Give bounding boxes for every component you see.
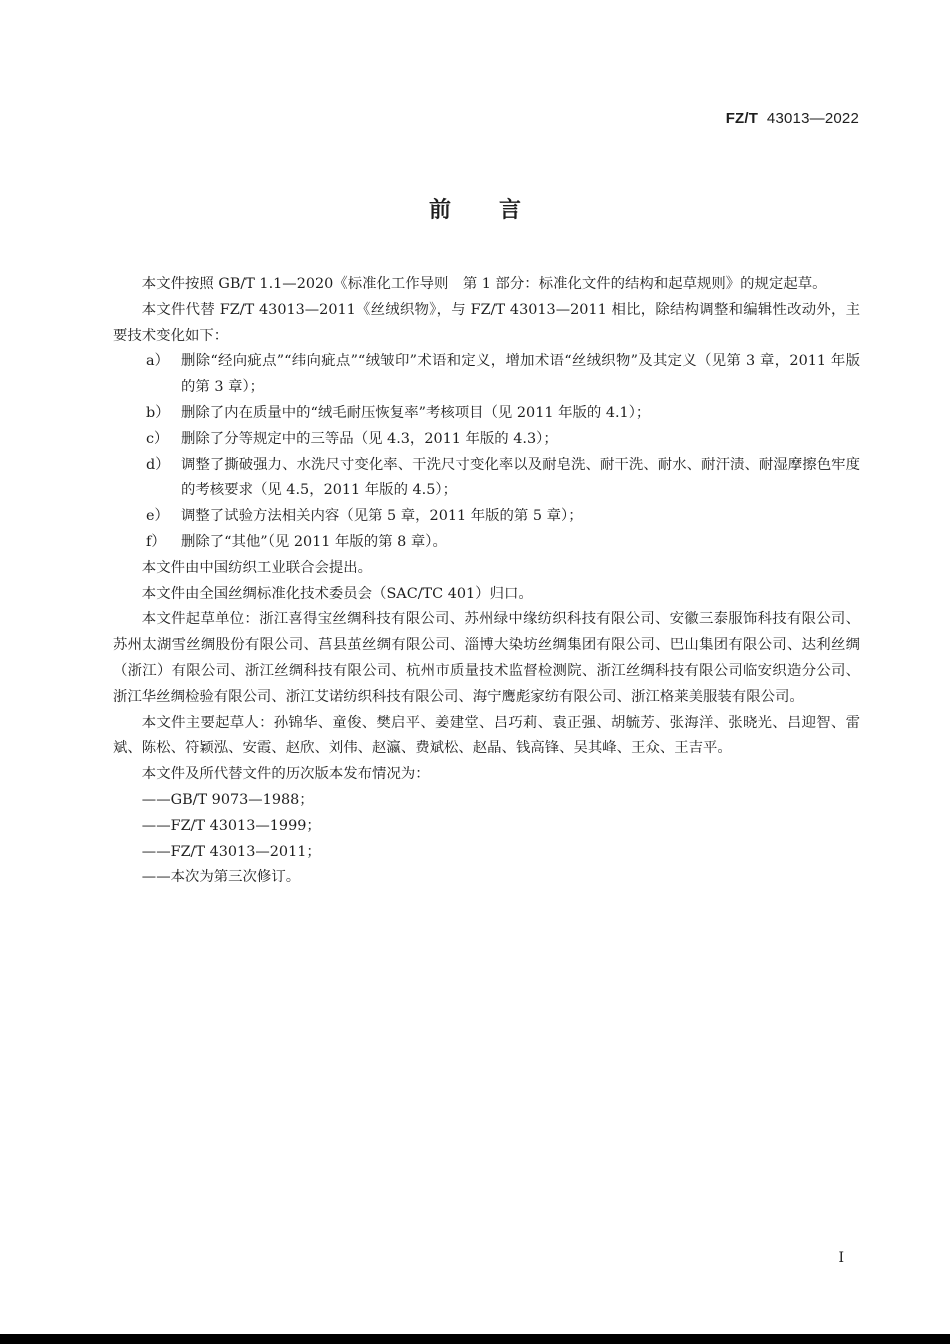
standard-header: [726, 110, 859, 127]
page-number: I: [838, 1250, 844, 1266]
list-item: [113, 427, 860, 453]
foreword-body: [113, 272, 860, 891]
paragraph-drafters: 本文件主要起草人：孙锦华、童俊、樊启平、姜建堂、吕巧莉、袁正强、胡毓芳、张海洋、张晓光、吕迎智、雷斌、陈松、符颖泓、安霞、赵欣、刘伟、赵瀛、费斌松、赵晶、钱高锋、吴其峰、王众、王吉平。: [113, 714, 860, 757]
list-item: [113, 401, 860, 427]
list-marker: d）: [146, 456, 170, 473]
paragraph-proposer: 本文件由中国纺织工业联合会提出。: [141, 559, 373, 576]
list-text: 调整了撕破强力、水洗尺寸变化率、干洗尺寸变化率以及耐皂洗、耐干洗、耐水、耐汗渍、耐湿摩擦色牢度的考核要求（见 4.5，2011 年版的 4.5）；: [181, 456, 860, 499]
list-text: 删除了内在质量中的“绒毛耐压恢复率”考核项目（见 2011 年版的 4.1）；: [181, 404, 651, 421]
list-text: 删除“经向疵点”“纬向疵点”“绒皱印”术语和定义，增加术语“丝绒织物”及其定义（见第 3 章，2011 年版的第 3 章）；: [181, 353, 860, 396]
list-marker: f）: [146, 533, 166, 550]
list-marker: e）: [146, 508, 169, 525]
paragraph-history-intro: 本文件及所代替文件的历次版本发布情况为：: [141, 766, 430, 783]
list-text: 删除了“其他”（见 2011 年版的第 8 章）。: [181, 533, 447, 550]
bottom-edge-bar: [0, 1334, 950, 1344]
standard-code: FZ/T: [725, 110, 759, 127]
list-item: [113, 453, 860, 505]
paragraph-drafting-rules: 本文件按照 GB/T 1.1—2020《标准化工作导则 第 1 部分：标准化文件的结构和起草规则》的规定起草。: [141, 276, 827, 292]
history-item: ——本次为第三次修订。: [141, 869, 301, 886]
paragraph-centralizer: 本文件由全国丝绸标准化技术委员会（SAC/TC 401）归口。: [141, 585, 533, 602]
list-item: [113, 349, 860, 401]
list-item: [113, 530, 860, 556]
list-item: [113, 504, 860, 530]
history-item: ——GB/T 9073—1988；: [141, 791, 314, 808]
paragraph-replacement: 本文件代替 FZ/T 43013—2011《丝绒织物》，与 FZ/T 43013—2011 相比，除结构调整和编辑性改动外，主要技术变化如下：: [113, 301, 860, 344]
list-marker: a）: [146, 353, 169, 370]
history-item: ——FZ/T 43013—2011；: [141, 843, 321, 860]
list-marker: c）: [146, 430, 169, 447]
list-text: 调整了试验方法相关内容（见第 5 章，2011 年版的第 5 章）；: [181, 508, 583, 525]
standard-number: 43013—2022: [766, 110, 859, 127]
page-title: 前言: [428, 198, 569, 223]
version-history: [113, 788, 860, 891]
history-item: ——FZ/T 43013—1999；: [141, 817, 321, 834]
list-text: 删除了分等规定中的三等品（见 4.3，2011 年版的 4.3）；: [181, 430, 558, 447]
list-marker: b）: [146, 404, 170, 421]
paragraph-drafting-units: 本文件起草单位：浙江喜得宝丝绸科技有限公司、苏州绿中缘纺织科技有限公司、安徽三泰服饰科技有限公司、苏州太湖雪丝绸股份有限公司、莒县茧丝绸有限公司、淄博大染坊丝绸集团有限公司、巴山集团有限公司、达利丝绸（浙江）有限公司、浙江丝绸科技有限公司、杭州市质量技术监督检测院、浙江丝绸科技有限公司临安织造分公司、浙江华丝绸检验有限公司、浙江艾诺纺织科技有限公司、海宁鹰彪家纺有限公司、浙江格莱美服装有限公司。: [113, 611, 860, 705]
